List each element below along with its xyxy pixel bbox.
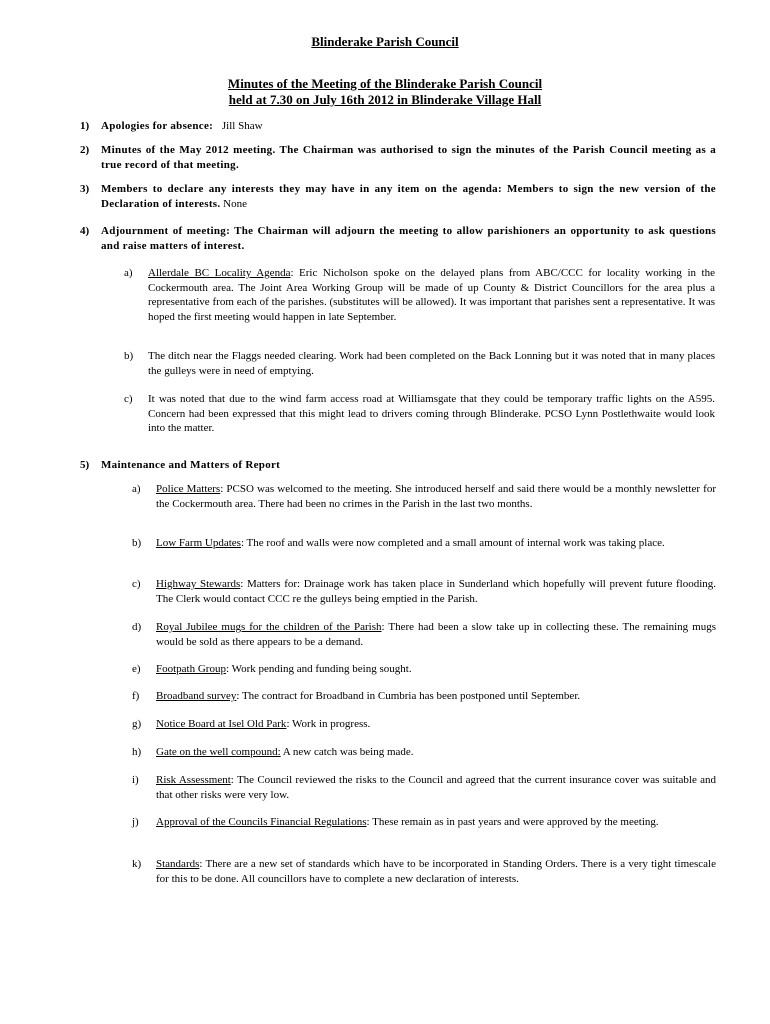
sub-text: These remain as in past years and were approved by the meeting. [369,816,659,828]
minutes-title-line-2: held at 7.30 on July 16th 2012 in Blinderake Village Hall [228,92,542,107]
sub-text: PCSO was welcomed to the meeting. She introduced herself and said there would be a monthly newsletter for the Cockermouth area. There had been no crimes in the Parish in the last two months. [156,483,716,510]
item-number: 5) [80,459,90,471]
sub-letter: c) [124,393,133,405]
sub-text: The ditch near the Flaggs needed clearing. Work had been completed on the Back Lonning but it was noted that in many places the gulleys were in need of emptying. [148,350,715,377]
item-label: Apologies for absence: [101,120,214,132]
sub-letter: g) [132,718,142,730]
sub-text: Work in progress. [289,718,371,730]
sub-letter: f) [132,690,140,702]
item-number: 4) [80,225,90,237]
sub-sep: : [225,663,230,675]
sub-heading: Police Matters [156,483,221,495]
item-text: None [223,197,247,210]
item-label: Maintenance and Matters of Report [101,459,281,471]
sub-text: Eric Nicholson spoke on the delayed plans from ABC/CCC for locality working in the Cockermouth area. The Joint Area Working Group will be made of up County & District Councillors for the area plus a representative from each of the parishes. (substitutes will be allowed). It was important that parishes sent a representative. It was hoped the first meeting would happen in late September. [148,267,715,323]
sub-text: The Council reviewed the risks to the Council and agreed that the current insurance cover was suitable and that other risks were very low. [156,774,717,801]
sub-letter: e) [132,663,141,675]
sub-text: Matters for: Drainage work has taken place in Sunderland which hopefully will prevent future flooding. The Clerk would contact CCC re the gulleys being emptied in the Parish. [156,578,717,605]
sub-letter: c) [132,578,141,590]
sub-heading: Approval of the Councils Financial Regulations [156,816,367,828]
item-text: Jill Shaw [221,120,263,132]
sub-sep: : [220,483,224,495]
sub-heading: Low Farm Updates [156,537,241,549]
sub-sep: : [366,816,370,828]
item-label: Minutes of the May 2012 meeting. The Chairman was authorised to sign the minutes of the Parish Council meeting as a true record of that meeting. [101,144,716,171]
sub-heading: Footpath Group [156,663,226,675]
sub-sep: : [236,690,240,702]
sub-letter: h) [132,746,142,758]
sub-sep: : [240,537,244,549]
sub-letter: k) [132,858,142,870]
sub-letter: a) [124,267,133,279]
minutes-title-line-1: Minutes of the Meeting of the Blinderake Parish Council [227,76,543,91]
sub-text: The contract for Broadband in Cumbria has been postponed until September. [239,690,581,702]
sub-heading: Gate on the well compound: [156,746,281,758]
sub-sep: : [199,858,203,870]
sub-heading: Allerdale BC Locality Agenda [148,267,291,279]
item-label: Members to declare any interests they may have in any item on the agenda: Members to sign the new version of the Declaration of interests. [101,183,716,210]
sub-letter: d) [132,621,142,633]
sub-letter: i) [132,774,139,786]
sub-sep: : [290,267,294,279]
sub-text: The roof and walls were now completed and a small amount of internal work was taking place. [244,537,665,549]
sub-heading: Standards [156,858,200,870]
sub-heading: Royal Jubilee mugs for the children of the Parish [156,621,382,633]
sub-letter: a) [132,483,141,495]
sub-heading: Notice Board at Isel Old Park [156,718,287,730]
sub-heading: Risk Assessment [156,774,231,786]
sub-letter: b) [124,350,134,362]
item-label: Adjournment of meeting: The Chairman will adjourn the meeting to allow parishioners an opportunity to ask questions and raise matters of interest. [101,225,716,252]
sub-heading: Broadband survey [156,690,237,702]
sub-text: There are a new set of standards which have to be incorporated in Standing Orders. There is a very tight timescale for this to be done. All councillors have to complete a new declaration of interests. [156,858,716,885]
sub-sep: : [286,718,290,730]
sub-letter: j) [132,816,139,828]
sub-sep: : [230,774,234,786]
sub-letter: b) [132,537,142,549]
item-number: 3) [80,183,90,195]
sub-sep: : [240,578,244,590]
item-number: 1) [80,120,90,132]
sub-text: There had been a slow take up in collecting these. The remaining mugs would be sold as there appears to be a demand. [156,621,716,648]
sub-text: A new catch was being made. [280,746,414,758]
item-number: 2) [80,144,90,156]
sub-text: It was noted that due to the wind farm access road at Williamsgate that they could be temporary traffic lights on the A595. Concern had been expressed that this might lead to drivers coming through Blinderake. PCSO Lynn Postlethwaite would look into the matter. [148,393,715,434]
sub-sep: : [381,621,385,633]
sub-text: Work pending and funding being sought. [229,663,412,675]
sub-heading: Highway Stewards [156,578,241,590]
council-title: Blinderake Parish Council [311,34,459,49]
